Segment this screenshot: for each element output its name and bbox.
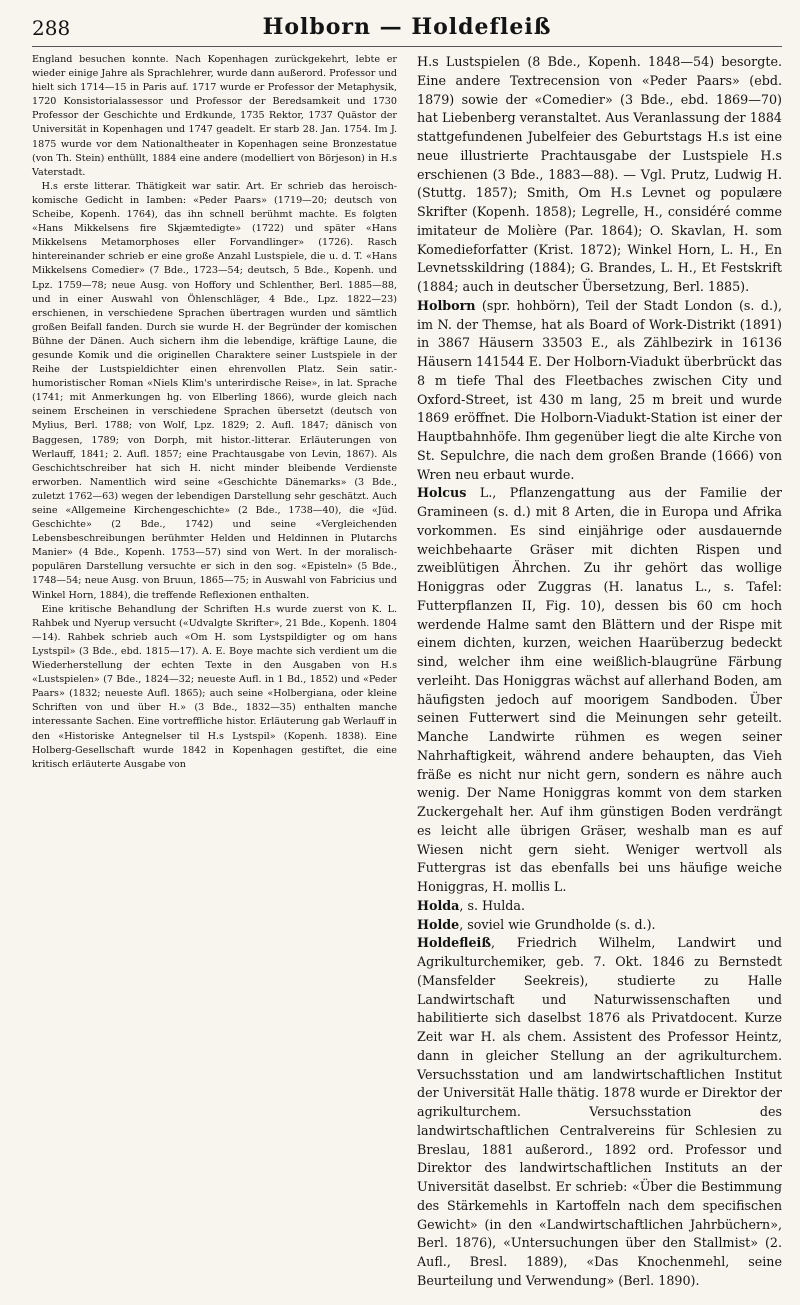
page-header	[32, 14, 782, 47]
headword: Holda	[417, 897, 460, 913]
headword: Holdefleiß	[417, 935, 491, 951]
entry-text: , soviel wie Grundholde (s. d.).	[459, 916, 656, 932]
entry-text: L., Pflanzengattung aus der Familie der Gramineen (s. d.) mit 8 Arten, die in Europa und Afrika vorkommen. Es sind einjährige oder ausdauernde weichbehaarte Gräser mit dichten Rispen und zweiblütigen Ährchen. Zu ihr gehört das wollige Honiggras oder Zuggras (H. lanatus L., s. Tafel: Futterpflanzen II, Fig. 10), dessen bis 60 cm hoch werdende Halme samt den Blättern und der Rispe mit einem dichten, kurzen, weichen Haarüberzug bedeckt sind, welcher ihm eine weißlich-blaugrüne Färbung verleiht. Das Honiggras wächst auf allerhand Boden, am häufigsten jedoch auf moorigem Sandboden. Über seinen Futterwert sind die Meinungen sehr geteilt. Manche Landwirte rühmen es wegen seiner Nahrhaftigkeit, während andere behaupten, das Vieh fräße es nicht nur nicht gern, sondern es nähre auch wenig. Der Name Honiggras kommt von dem starken Zuckergehalt her. Auf ihm günstigen Boden verdrängt es leicht alle übrigen Gräser, weshalb man es auf Wiesen nicht gern sieht. Weniger wertvoll als Futtergras ist das ebenfalls bei uns häufige weiche Honiggras, H. mollis L.	[417, 485, 782, 894]
entry-holcus	[417, 484, 782, 897]
left-column	[32, 53, 397, 1291]
headword: Holde	[417, 916, 460, 932]
entry-holda	[417, 897, 782, 916]
running-head: Holborn — Holdefleiß	[262, 14, 552, 40]
entry-text: , s. Hulda.	[459, 897, 526, 913]
paragraph: H.s erste litterar. Thätigkeit war satir. Art. Er schrieb das heroisch-komische Gedicht in Iamben: «Peder Paars» (1719—20; deutsch von Scheibe, Kopenh. 1764), das ihn schnell berühmt machte. Es folgten «Hans Mikkelsens fire Skjæmtedigte» (1722) und später «Hans Mikkelsens Metamorphoses eller Forvandlinger» (1726). Rasch hintereinander schrieb er eine große Anzahl Lustspiele, die u. d. T. «Hans Mikkelsens Comedier» (7 Bde., 1723—54; deutsch, 5 Bde., Kopenh. und Lpz. 1759—78; neue Ausg. von Hoffory und Schlenther, Berl. 1885—88, und in einer Auswahl von Öhlenschläger, 4 Bde., Lpz. 1822—23) erschienen, in verschiedene Sprachen übertragen wurden und sämtlich großen Beifall fanden. Durch sie wurde H. der Begründer der komischen Bühne der Dänen. Auch sichern ihm die lebendige, kräftige Laune, die gesunde Komik und die originellen Charaktere seiner Lustspiele in der Reihe der Lustspieldichter einen ehrenvollen Platz. Sein satir.-humoristischer Roman «Niels Klim's unterirdische Reise», in lat. Sprache (1741; mit Anmerkungen hg. von Elberling 1866), wurde gleich nach seinem Erscheinen in verschiedene Sprachen übersetzt (deutsch von Mylius, Berl. 1788; von Wolf, Lpz. 1829; 2. Aufl. 1847; dänisch von Baggesen, 1789; von Dorph, mit histor.-litterar. Erläuterungen von Werlauff, 1841; 2. Aufl. 1857; eine Prachtausgabe von Levin, 1867). Als Geschichtschreiber hat sich H. nicht minder bleibende Verdienste erworben. Namentlich wird seine «Geschichte Dänemarks» (3 Bde., zuletzt 1762—63) wegen der lebendigen Darstellung sehr geschätzt. Auch seine «Allgemeine Kirchengeschichte» (2 Bde., 1738—40), die «Jüd. Geschichte» (2 Bde., 1742) und seine «Vergleichenden Lebensbeschreibungen berühmter Helden und Heldinnen in Plutarchs Manier» (4 Bde., Kopenh. 1753—57) sind von Wert. In der moralisch-populären Darstellung versuchte er sich in den sog. «Episteln» (5 Bde., 1748—54; neue Ausg. von Bruun, 1865—75; in Auswahl von Fabricius und Winkel Horn, 1884), die treffende Reflexionen enthalten.	[32, 180, 397, 601]
entry-holborn	[417, 297, 782, 485]
paragraph: H.s Lustspielen (8 Bde., Kopenh. 1848—54) besorgte. Eine andere Textrecension von «Peder Paars» (ebd. 1879) sowie der «Comedier» (3 Bde., ebd. 1869—70) hat Liebenberg veranstaltet. Aus Veranlassung der 1884 stattgefundenen Jubelfeier des Geburtstags H.s ist eine neue illustrierte Prachtausgabe der Lustspiele H.s erschienen (3 Bde., 1883—88). — Vgl. Prutz, Ludwig H. (Stuttg. 1857); Smith, Om H.s Levnet og populære Skrifter (Kopenh. 1858); Legrelle, H., considéré comme imitateur de Molière (Par. 1864); O. Skavlan, H. som Komedieforfatter (Krist. 1872); Winkel Horn, L. H., En Levnetsskildring (1884); G. Brandes, L. H., Et Festskrift (1884; auch in deutscher Übersetzung, Berl. 1885).	[417, 54, 782, 294]
headword: Holcus	[417, 485, 467, 501]
paragraph: Eine kritische Behandlung der Schriften H.s wurde zuerst von K. L. Rahbek und Nyerup versucht («Udvalgte Skrifter», 21 Bde., Kopenh. 1804—14). Rahbek schrieb auch «Om H. som Lystspildigter og om hans Lystspil» (3 Bde., ebd. 1815—17). A. E. Boye machte sich verdient um die Wiederherstellung der echten Texte in den Ausgaben von H.s «Lustspielen» (7 Bde., 1824—32; neueste Aufl. in 1 Bd., 1852) und «Peder Paars» (1832; neueste Aufl. 1865); auch seine «Holbergiana, oder kleine Schriften von und über H.» (3 Bde., 1832—35) enthalten manche interessante Sachen. Eine vortreffliche histor. Erläuterung gab Werlauff in den «Historiske Antegnelser til H.s Lystspil» (Kopenh. 1838). Eine Holberg-Gesellschaft wurde 1842 in Kopenhagen gestiftet, die eine kritisch erläuterte Ausgabe von	[32, 603, 397, 770]
entry-holde	[417, 916, 782, 935]
entry-text: (spr. hohbörn), Teil der Stadt London (s. d.), im N. der Themse, hat als Board of Work-Distrikt (1891) in 3867 Häusern 33503 E., als Zählbezirk in 16136 Häusern 141544 E. Der Holborn-Viadukt überbrückt das 8 m tiefe Thal des Fleetbaches zwischen City und Oxford-Street, ist 430 m lang, 25 m breit und wurde 1869 eröffnet. Die Holborn-Viadukt-Station ist einer der Hauptbahnhöfe. Ihm gegenüber liegt die alte Kirche von St. Sepulchre, die nach dem großen Brande (1666) von Wren neu erbaut wurde.	[417, 297, 782, 482]
paragraph: England besuchen konnte. Nach Kopenhagen zurückgekehrt, lebte er wieder einige Jahre als Sprachlehrer, wurde dann außerord. Professor und hielt sich 1714—15 in Paris auf. 1717 wurde er Professor der Metaphysik, 1720 Konsistorialassessor und Professor der Beredsamkeit und 1730 Professor der Geschichte und Erdkunde, 1735 Rektor, 1737 Quästor der Universität in Kopenhagen und 1747 geadelt. Er starb 28. Jan. 1754. Im J. 1875 wurde vor dem Nationaltheater in Kopenhagen seine Bronzestatue (von Th. Stein) enthüllt, 1884 eine andere (modelliert von Börjeson) in H.s Vaterstadt.	[32, 54, 397, 178]
right-column	[417, 53, 782, 1291]
entry-text: , Friedrich Wilhelm, Landwirt und Agrikulturchemiker, geb. 7. Okt. 1846 zu Bernstedt (Mansfelder Seekreis), studierte zu Halle Landwirtschaft und Naturwissenschaften und habilitierte sich daselbst 1876 als Privatdocent. Kurze Zeit war H. als chem. Assistent des Professor Heintz, dann in gleicher Stellung an der agrikulturchem. Versuchsstation und am landwirtschaftlichen Institut der Universität Halle thätig. 1878 wurde er Direktor der agrikulturchem. Versuchsstation des landwirtschaftlichen Centralvereins für Schlesien zu Breslau, 1881 außerord., 1892 ord. Professor und Direktor des landwirtschaftlichen Instituts an der Universität daselbst. Er schrieb: «Über die Bestimmung des Stärkemehls in Kartoffeln nach dem specifischen Gewicht» (in den «Landwirtschaftlichen Jahrbüchern», Berl. 1876), «Untersuchungen über den Stallmist» (2. Aufl., Bresl. 1889), «Das Knochenmehl, seine Beurteilung und Verwendung» (Berl. 1890).	[417, 935, 782, 1288]
headword: Holborn	[417, 297, 476, 313]
page-number: 288	[32, 16, 71, 40]
entry-holdefleiss	[417, 934, 782, 1290]
text-columns	[32, 53, 782, 1291]
